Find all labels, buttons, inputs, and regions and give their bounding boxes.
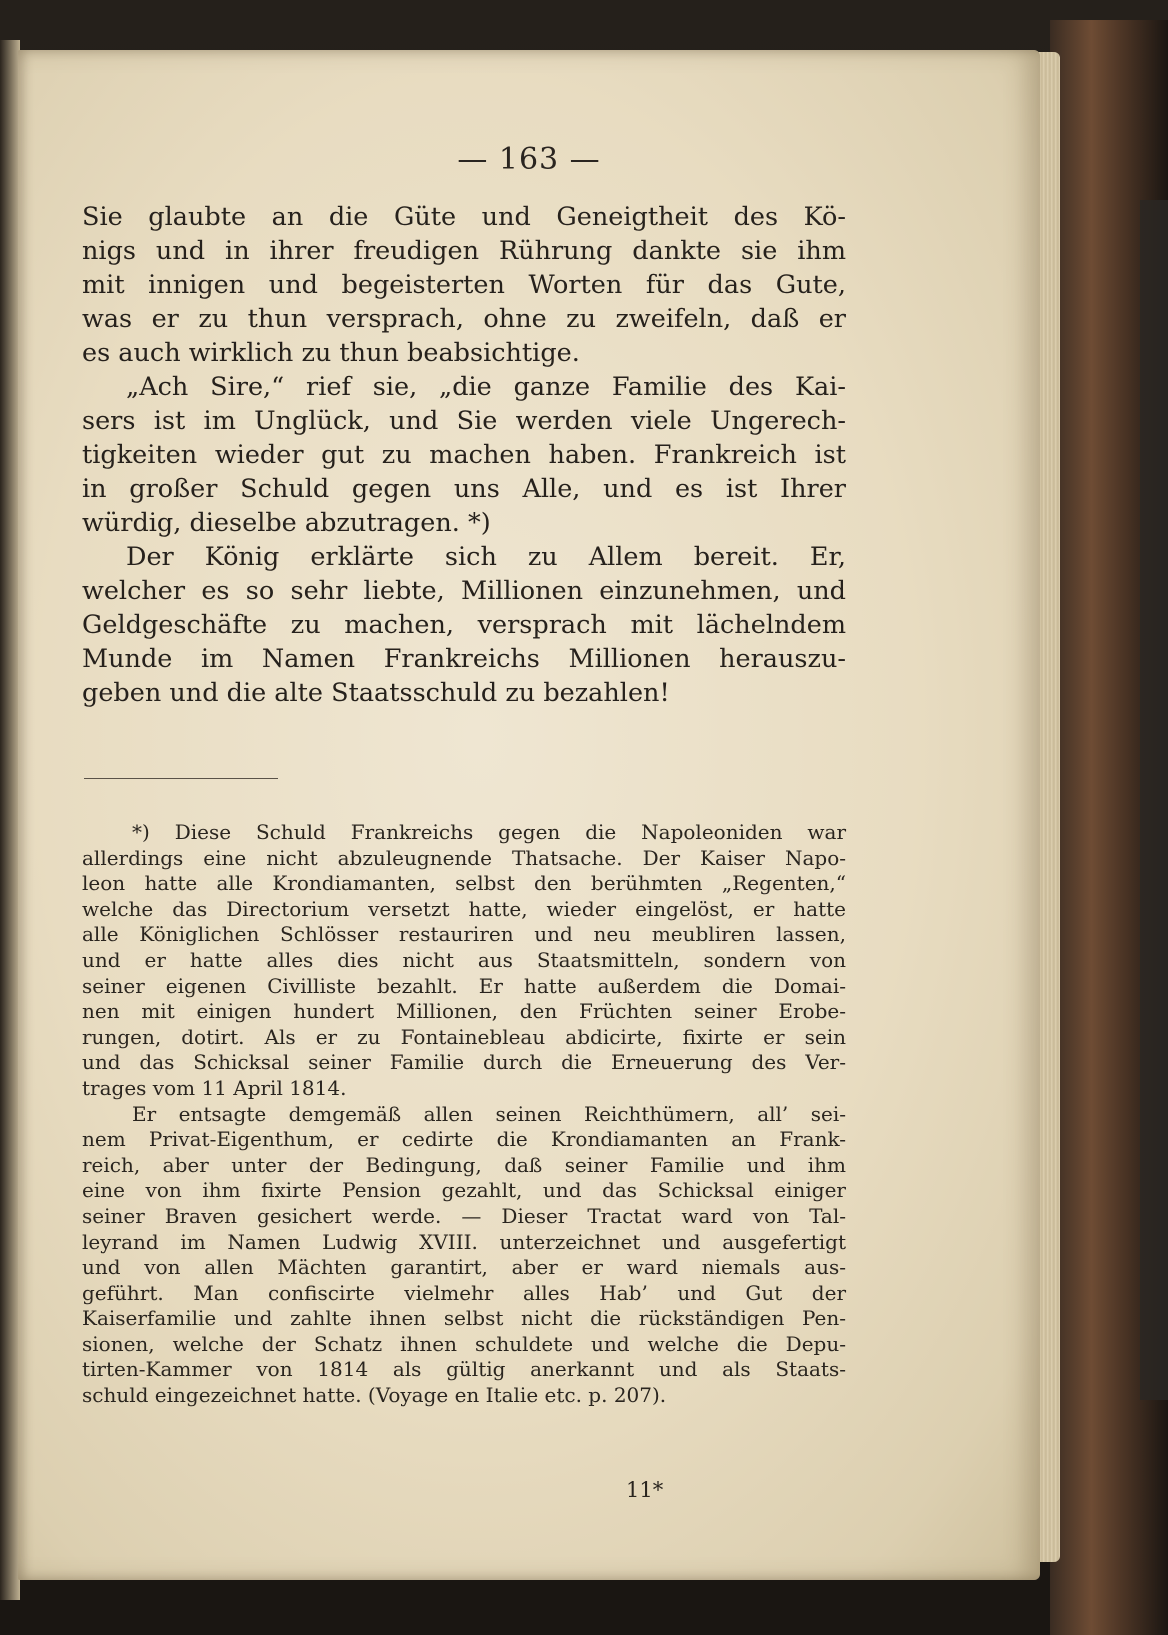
body-line: Der König erklärte sich zu Allem bereit. Er,: [126, 542, 846, 572]
book-page: [18, 50, 1040, 1580]
body-line: Geldgeschäfte zu machen, versprach mit lächelndem: [82, 610, 846, 640]
footnote-line: reich, aber unter der Bedingung, daß seiner Familie und ihm: [82, 1152, 846, 1177]
footnote-line: seiner Braven gesichert werde. — Dieser Tractat ward von Tal-: [82, 1203, 846, 1228]
body-line: „Ach Sire,“ rief sie, „die ganze Familie des Kai-: [126, 372, 846, 402]
footnote-separator: [84, 778, 278, 779]
footnote-line: nem Privat-Eigenthum, er cedirte die Krondiamanten an Frank-: [82, 1127, 846, 1152]
body-line: was er zu thun versprach, ohne zu zweifeln, daß er: [82, 304, 846, 334]
body-line: welcher es so sehr liebte, Millionen einzunehmen, und: [82, 576, 846, 606]
body-text: [82, 200, 846, 710]
body-line: Munde im Namen Frankreichs Millionen herauszu-: [82, 644, 846, 674]
footnote-line: *) Diese Schuld Frankreichs gegen die Napoleoniden war: [132, 820, 846, 844]
book-spine-strip: [1140, 200, 1168, 1400]
footnote-line: sionen, welche der Schatz ihnen schuldete und welche die Depu-: [82, 1331, 846, 1356]
footnote-line: nen mit einigen hundert Millionen, den Früchten seiner Erobe-: [82, 999, 846, 1024]
footnote-line: welche das Directorium versetzt hatte, wieder eingelöst, er hatte: [82, 896, 846, 921]
footnote-line: leyrand im Namen Ludwig XVIII. unterzeichnet und ausgefertigt: [82, 1229, 846, 1254]
footnote-line: und er hatte alles dies nicht aus Staatsmitteln, sondern von: [82, 947, 846, 972]
body-line: es auch wirklich zu thun beabsichtige.: [82, 338, 580, 368]
body-line: sers ist im Unglück, und Sie werden viele Ungerech-: [82, 406, 846, 436]
footnote-line: rungen, dotirt. Als er zu Fontainebleau abdicirte, fixirte er sein: [82, 1024, 846, 1049]
footnote-line: geführt. Man confiscirte vielmehr alles Hab’ und Gut der: [82, 1280, 846, 1305]
footnote-line: und von allen Mächten garantirt, aber er ward niemals aus-: [82, 1255, 846, 1280]
body-line: geben und die alte Staatsschuld zu bezahlen!: [82, 678, 670, 708]
footnote-line: Er entsagte demgemäß allen seinen Reichthümern, all’ sei-: [132, 1101, 846, 1126]
footnote-line: seiner eigenen Civilliste bezahlt. Er hatte außerdem die Domai-: [82, 973, 846, 998]
body-line: mit innigen und begeisterten Worten für das Gute,: [82, 270, 846, 300]
body-line: nigs und in ihrer freudigen Rührung dankte sie ihm: [82, 236, 846, 266]
footnote-line: allerdings eine nicht abzuleugnende Thatsache. Der Kaiser Napo-: [82, 845, 846, 870]
footnote-line: trages vom 11 April 1814.: [82, 1075, 347, 1100]
page-number: — 163 —: [457, 142, 601, 177]
left-binding-edge: [0, 40, 20, 1600]
body-line: würdig, dieselbe abzutragen. *): [82, 508, 491, 538]
footnote-line: tirten-Kammer von 1814 als gültig anerkannt und als Staats-: [82, 1357, 846, 1382]
body-line: Sie glaubte an die Güte und Geneigtheit des Kö-: [82, 202, 846, 232]
footnote-line: eine von ihm fixirte Pension gezahlt, und das Schicksal einiger: [82, 1178, 846, 1203]
footnote-line: Kaiserfamilie und zahlte ihnen selbst nicht die rückständigen Pen-: [82, 1306, 846, 1331]
footnote-line: alle Königlichen Schlösser restauriren und neu meubliren lassen,: [82, 922, 846, 947]
footnote-line: schuld eingezeichnet hatte. (Voyage en Italie etc. p. 207).: [82, 1383, 667, 1408]
printer-signature-mark: 11*: [626, 1478, 664, 1502]
footnote-line: und das Schicksal seiner Familie durch die Erneuerung des Ver-: [82, 1050, 846, 1075]
body-line: tigkeiten wieder gut zu machen haben. Frankreich ist: [82, 440, 846, 470]
footnote: [82, 820, 846, 1409]
body-line: in großer Schuld gegen uns Alle, und es ist Ihrer: [82, 474, 846, 504]
footnote-line: leon hatte alle Krondiamanten, selbst den berühmten „Regenten,“: [82, 871, 846, 896]
